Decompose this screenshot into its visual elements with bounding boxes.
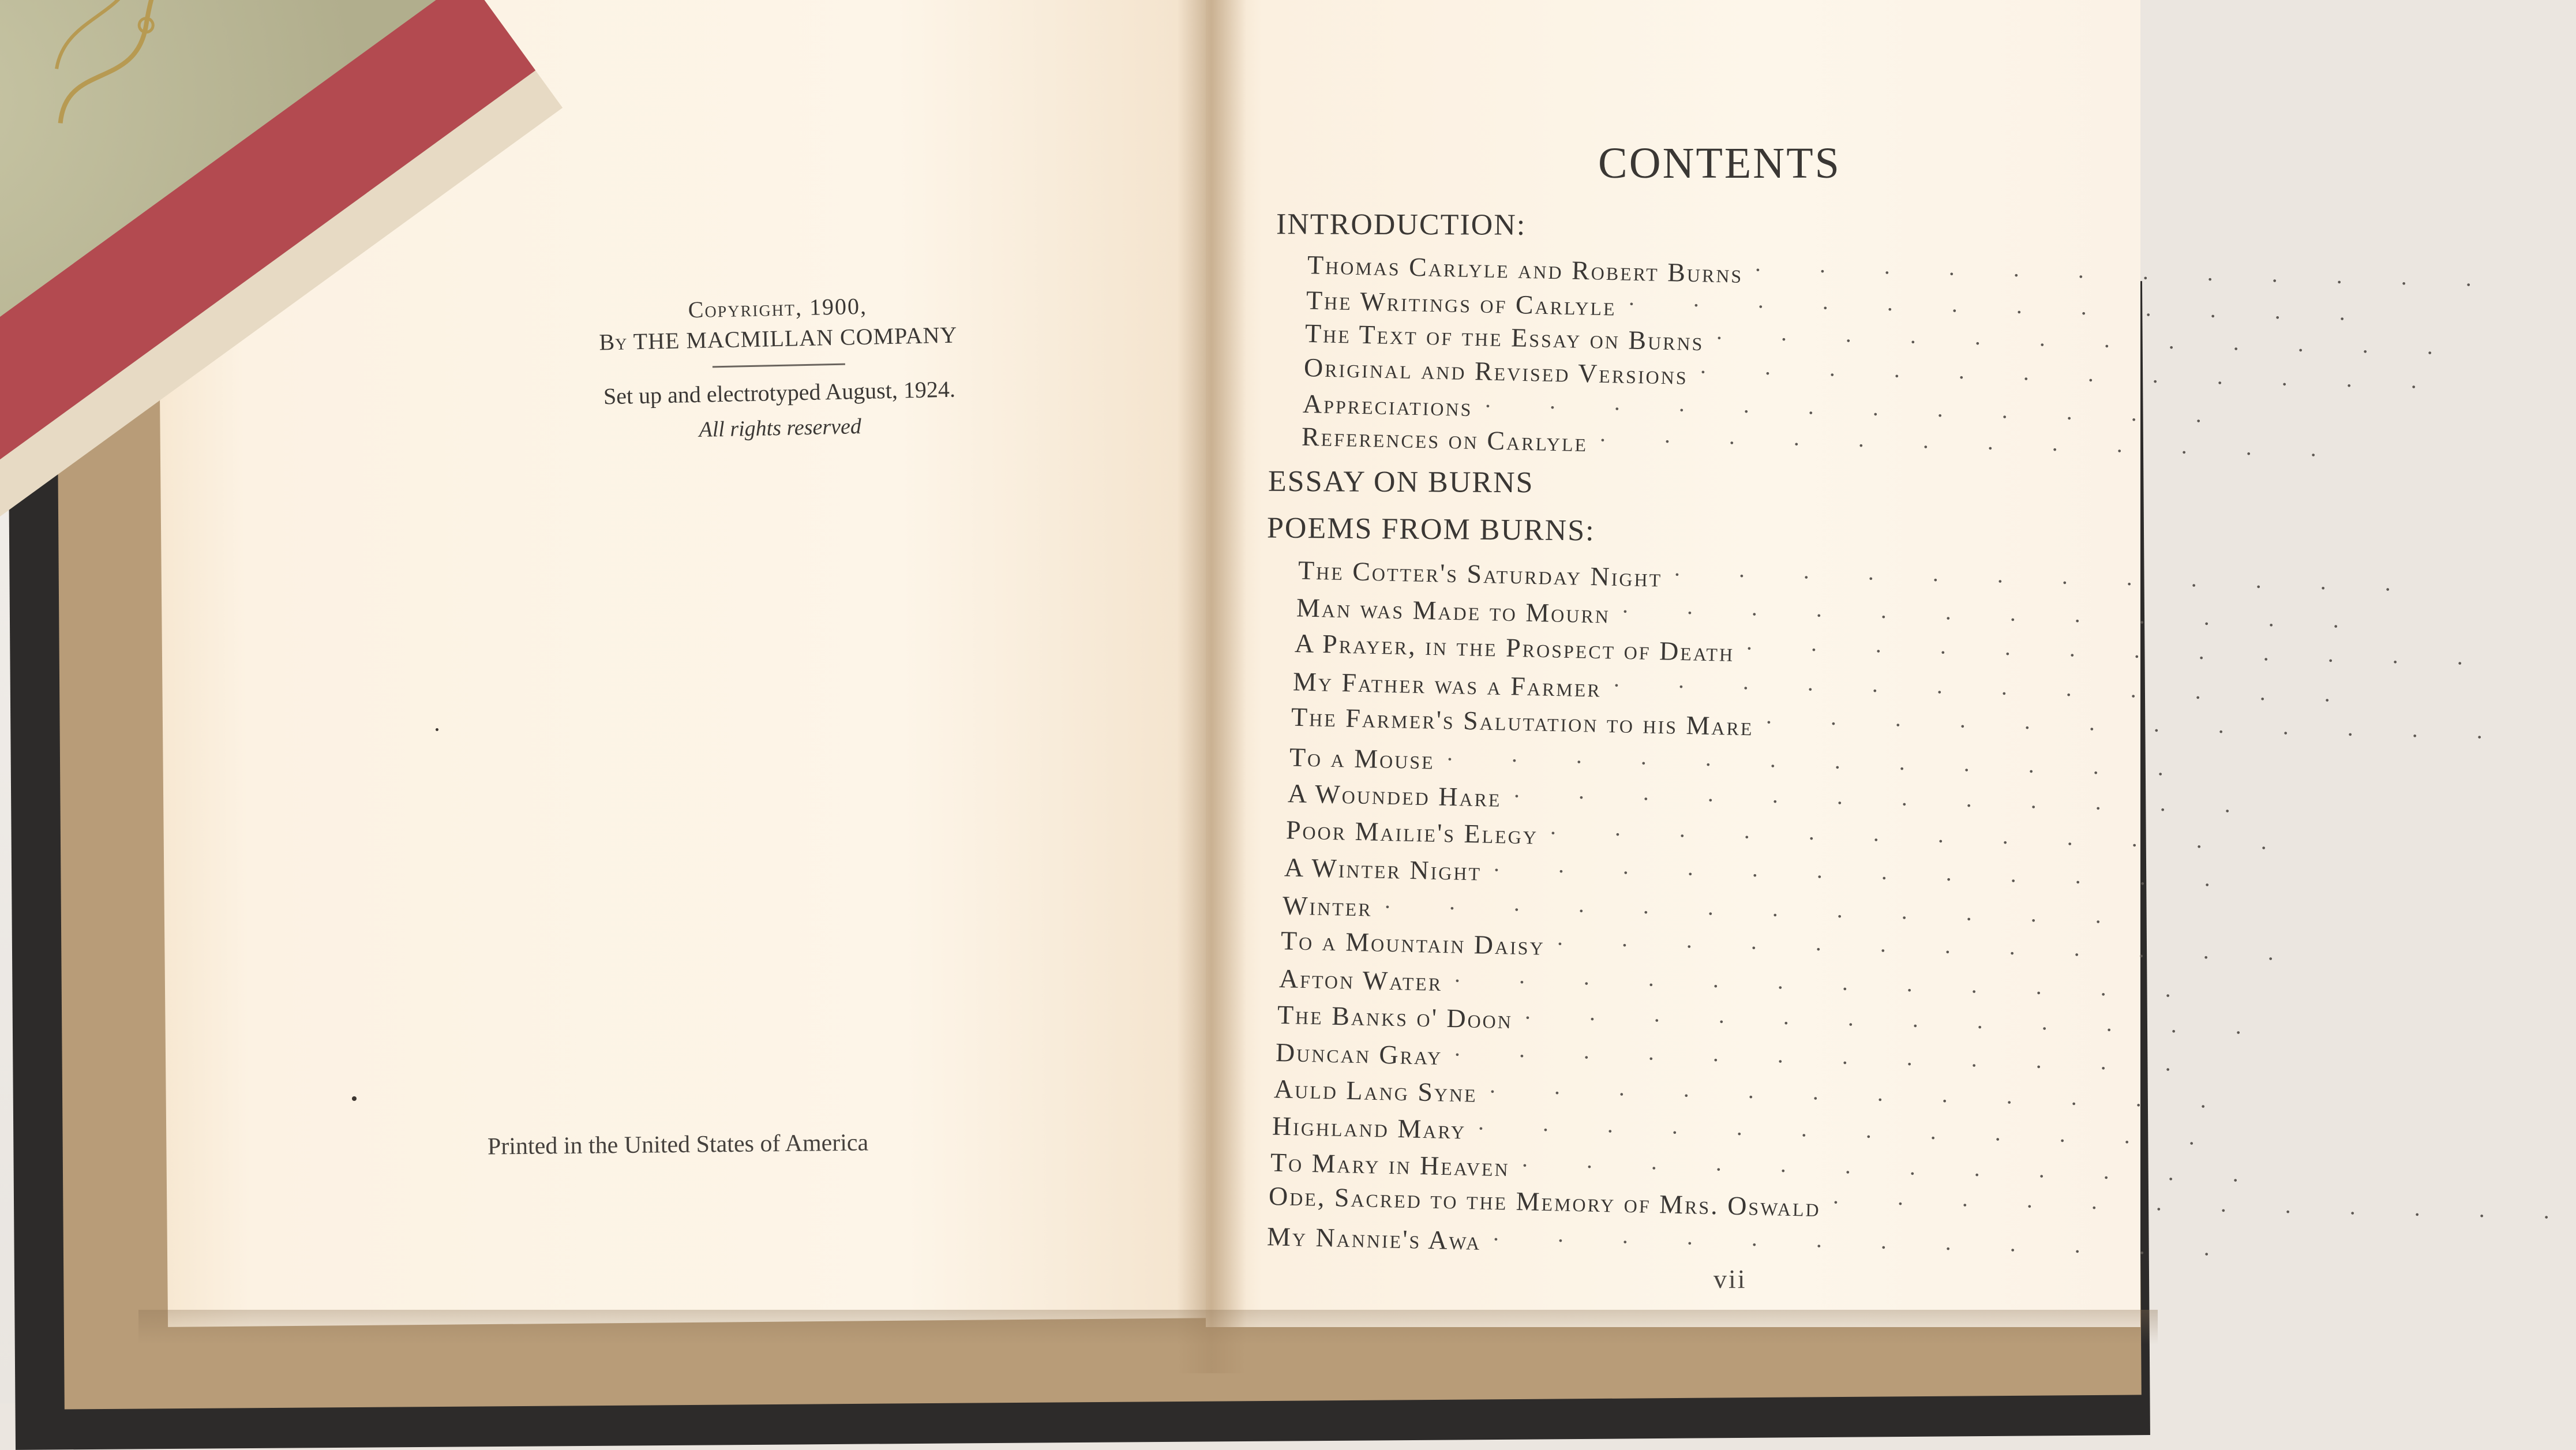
toc-leader-dots: . . . . . . . . . . . . — [1493, 850, 2237, 892]
toc-entry: Poor Mailie's Elegy — [1285, 815, 1539, 850]
toc-entry: To Mary in Heaven — [1270, 1147, 1510, 1182]
toc-leader-dots: . . . . . . . . . . . . — [1521, 1145, 2266, 1187]
toc-leader-dots: . . . . . . . . . . . . — [1832, 1182, 2576, 1224]
toc-entry: The Text of the Essay on Burns — [1304, 318, 1705, 357]
toc-leader-dots: . . . . . . . . . . . . — [1599, 420, 2343, 462]
toc-entry: Thomas Carlyle and Robert Burns — [1307, 250, 1743, 288]
toc-leader-dots: . . . . . . . . . . . . — [1700, 352, 2444, 394]
toc-entry: Winter — [1282, 890, 1373, 922]
electrotyped-line: Set up and electrotyped August, 1924. — [603, 376, 956, 410]
rights-line: All rights reserved — [699, 414, 862, 442]
toc-leader-dots: . . . . . . . . . . . . — [1746, 628, 2490, 670]
toc-entry: Afton Water — [1278, 964, 1443, 996]
copyright-line: Copyright, 1900, — [688, 293, 868, 323]
toc-leader-dots: . . . . . . . . . . . . — [1674, 554, 2418, 597]
toc-leader-dots: . . . . . . . . . . . . — [1613, 665, 2357, 707]
toc-entry: My Nannie's Awa — [1266, 1222, 1482, 1256]
toc-leader-dots: . . . . . . . . . . . . — [1524, 998, 2268, 1040]
toc-leader-dots: . . . . . . . . . . . . — [1628, 284, 2372, 326]
toc-leader-dots: . . . . . . . . . . . . — [1446, 739, 2191, 781]
toc-entry: Original and Revised Versions — [1303, 353, 1689, 390]
toc-leader-dots: . . . . . . . . . . . . — [1489, 1071, 2233, 1114]
toc-section-essay: ESSAY ON BURNS — [1268, 464, 1534, 500]
toc-leader-dots: . . . . . . . . . . . . — [1493, 1219, 2237, 1261]
toc-entry: A Prayer, in the Prospect of Death — [1294, 628, 1735, 667]
contents-title: CONTENTS — [1598, 139, 1841, 188]
toc-leader-dots: . . . . . . . . . . . . — [1484, 386, 2228, 428]
page-number: vii — [1713, 1264, 1747, 1294]
toc-section-poems: POEMS FROM BURNS: — [1266, 511, 1595, 548]
toc-entry: To a Mountain Daisy — [1280, 926, 1546, 961]
toc-entry: To a Mouse — [1289, 742, 1435, 775]
toc-entry: References on Carlyle — [1301, 421, 1588, 458]
toc-leader-dots: . . . . . . . . . . . . — [1454, 1035, 2198, 1077]
toc-leader-dots: . . . . . . . . . . . . — [1513, 776, 2257, 818]
publisher-line: By THE MACMILLAN COMPANY — [599, 321, 958, 355]
toc-entry: The Banks o' Doon — [1277, 999, 1513, 1035]
toc-entry: The Cotter's Saturday Night — [1298, 555, 1663, 593]
toc-leader-dots: . . . . . . . . . . . . — [1557, 924, 2301, 966]
toc-entry: Highland Mary — [1272, 1111, 1467, 1145]
toc-entry: Appreciations — [1302, 388, 1473, 422]
toc-entry: The Writings of Carlyle — [1306, 285, 1617, 321]
toc-entry: The Farmer's Salutation to his Mare — [1291, 702, 1754, 741]
toc-entry: Man was Made to Mourn — [1296, 593, 1611, 629]
toc-leader-dots: . . . . . . . . . . . . — [1478, 1108, 2222, 1151]
toc-leader-dots: . . . . . . . . . . . . — [1754, 250, 2499, 292]
toc-entry: Duncan Gray — [1275, 1037, 1443, 1071]
toc-leader-dots: . . . . . . . . . . . . — [1454, 961, 2198, 1003]
toc-leader-dots: . . . . . . . . . . . . — [1765, 702, 2509, 744]
toc-entry: Ode, Sacred to the Memory of Mrs. Oswald — [1268, 1181, 1821, 1223]
toc-section-introduction: INTRODUCTION: — [1276, 208, 1527, 242]
toc-entry: My Father was a Farmer — [1292, 666, 1602, 703]
toc-leader-dots: . . . . . . . . . . . . — [1550, 813, 2294, 855]
toc-entry: A Winter Night — [1284, 852, 1482, 886]
toc-leader-dots: . . . . . . . . . . . . — [1716, 318, 2459, 360]
toc-entry: A Wounded Hare — [1287, 778, 1502, 812]
toc-entry: Auld Lang Syne — [1273, 1074, 1478, 1108]
toc-leader-dots: . . . . . . . . . . . . — [1622, 591, 2366, 634]
toc-leader-dots: . . . . . . . . . . . . — [1384, 887, 2128, 929]
printed-in-line: Printed in the United States of America — [487, 1129, 869, 1160]
